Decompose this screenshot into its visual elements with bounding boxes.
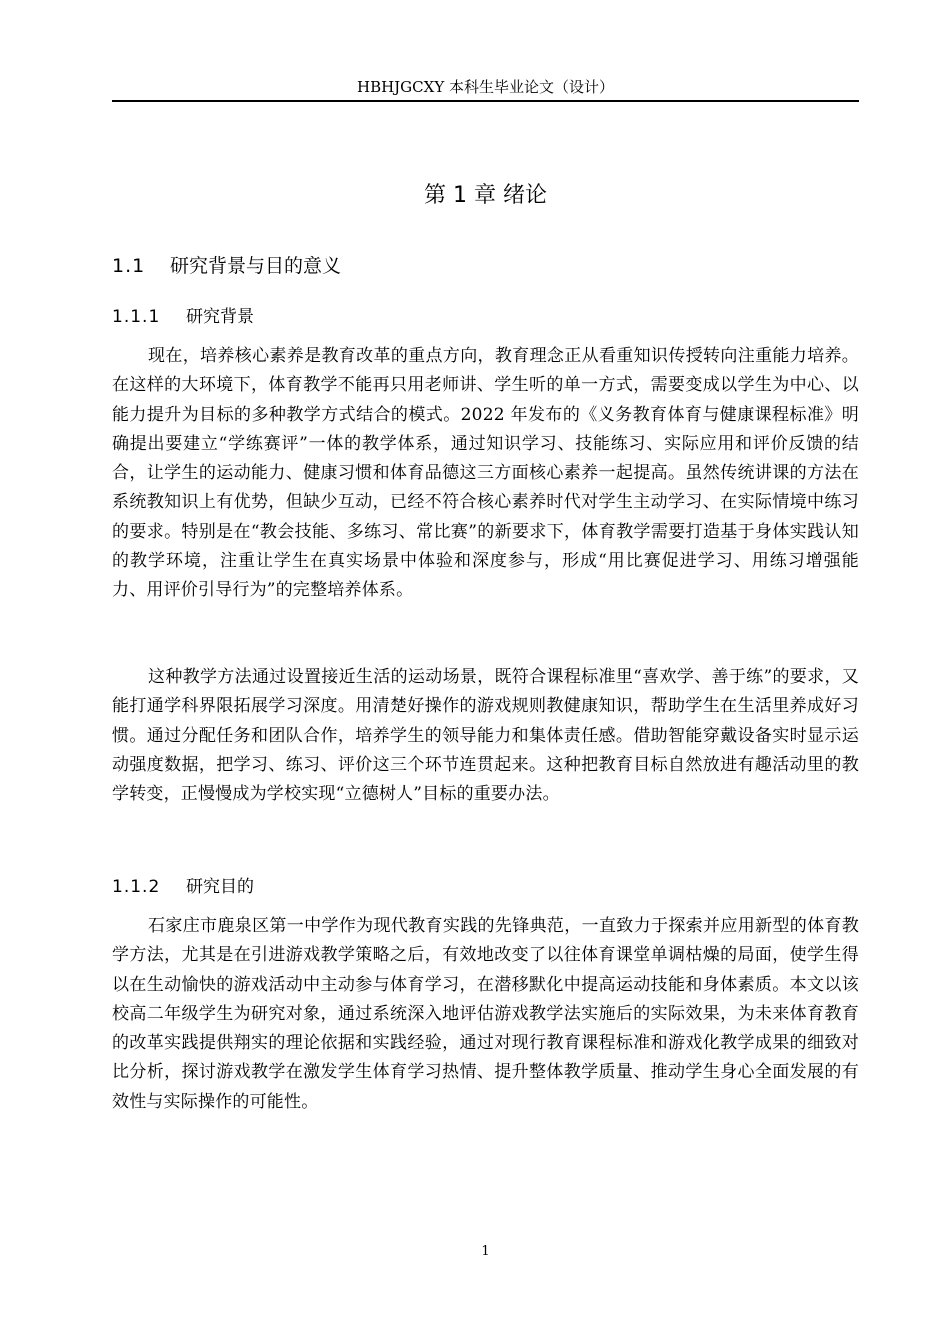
running-header: HBHJGCXY 本科生毕业论文（设计） (356, 78, 614, 96)
section-title: 研究背景与目的意义 (170, 255, 342, 277)
section-heading-1-1 (112, 253, 341, 279)
subsection-number: 1.1.2 (112, 877, 161, 897)
body-paragraph: 石家庄市鹿泉区第一中学作为现代教育实践的先锋典范，一直致力于探索并应用新型的体育教学方法，尤其是在引进游戏教学策略之后，有效地改变了以往体育课堂单调枯燥的局面，使学生得以在生动愉快的游戏活动中主动参与体育学习，在潜移默化中提高运动技能和身体素质。本文以该校高二年级学生为研究对象，通过系统深入地评估游戏教学法实施后的实际效果，为未来体育教育的改革实践提供翔实的理论依据和实践经验，通过对现行教育课程标准和游戏化教学成果的细致对比分析，探讨游戏教学在激发学生体育学习热情、提升整体教学质量、推动学生身心全面发展的有效性与实际操作的可能性。 (112, 916, 859, 1112)
section-number: 1.1 (112, 255, 146, 277)
subsection-heading-1-1-2 (112, 875, 254, 899)
subsection-title: 研究背景 (186, 307, 254, 327)
header-divider (112, 100, 859, 102)
body-paragraph: 这种教学方法通过设置接近生活的运动场景，既符合课程标准里“喜欢学、善于练”的要求，又能打通学科界限拓展学习深度。用清楚好操作的游戏规则教健康知识，帮助学生在生活里养成好习惯。通过分配任务和团队合作，培养学生的领导能力和集体责任感。借助智能穿戴设备实时显示运动强度数据，把学习、练习、评价这三个环节连贯起来。这种把教育目标自然放进有趣活动里的教学转变，正慢慢成为学校实现“立德树人”目标的重要办法。 (112, 667, 859, 805)
subsection-heading-1-1-1 (112, 305, 254, 329)
subsection-title: 研究目的 (186, 877, 254, 897)
body-paragraph: 现在，培养核心素养是教育改革的重点方向，教育理念正从看重知识传授转向注重能力培养。在这样的大环境下，体育教学不能再只用老师讲、学生听的单一方式，需要变成以学生为中心、以能力提升为目标的多种教学方式结合的模式。2022 年发布的《义务教育体育与健康课程标准》明确提出要建立“学练赛评”一体的教学体系，通过知识学习、技能练习、实际应用和评价反馈的结合，让学生的运动能力、健康习惯和体育品德这三方面核心素养一起提高。虽然传统讲课的方法在系统教知识上有优势，但缺少互动，已经不符合核心素养时代对学生主动学习、在实际情境中练习的要求。特别是在“教会技能、多练习、常比赛”的新要求下，体育教学需要打造基于身体实践认知的教学环境，注重让学生在真实场景中体验和深度参与，形成“用比赛促进学习、用练习增强能力、用评价引导行为”的完整培养体系。 (112, 346, 859, 601)
chapter-title: 第 1 章 绪论 (424, 183, 547, 208)
subsection-number: 1.1.1 (112, 307, 161, 327)
page-number: 1 (481, 1244, 490, 1259)
